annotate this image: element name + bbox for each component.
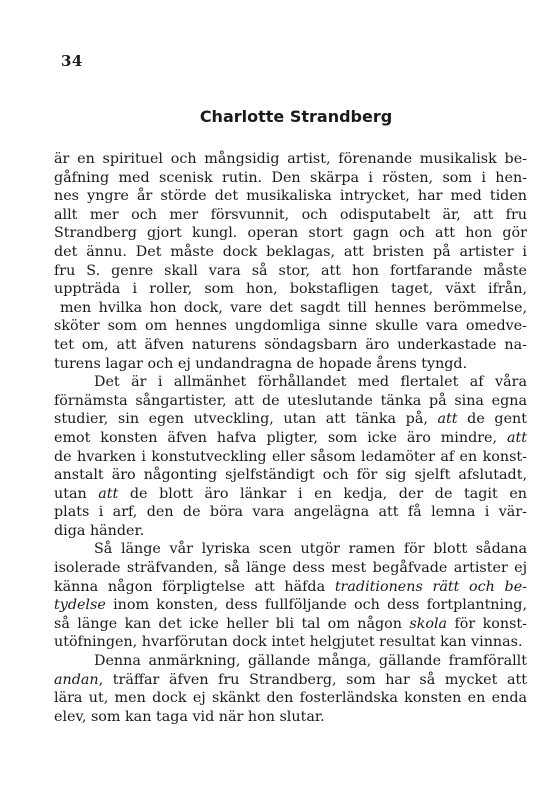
text-line: gåfning med scenisk rutin. Den skärpa i rösten, som i hen- (54, 169, 527, 186)
text-line: plats i arf, den de böra vara angelägna att få lemna i vär- (54, 504, 527, 521)
paragraph-3 (54, 540, 527, 652)
page-number: 34 (61, 52, 83, 70)
text-line: fru S. genre skall vara så stor, att hon fortfarande måste (54, 262, 527, 279)
text-line: diga händer. (54, 522, 145, 539)
text-line: turens lagar och ej undandragna de hopade årens tyngd. (54, 355, 468, 372)
section-heading-text: Charlotte Strandberg (199, 107, 393, 126)
italic-emphasis: skola (409, 615, 448, 632)
text-line: förnämsta sångartister, att de uteslutande tänka på sina egna (54, 392, 527, 409)
text-line: de hvarken i konstutveckling eller såsom ledamöter af en konst- (54, 448, 527, 465)
italic-emphasis: att (506, 429, 527, 446)
text-line: tydelse inom konsten, dess fullföljande och dess fortplantning, (54, 597, 527, 614)
text-line: uppträda i roller, som hon, bokstafligen taget, växt ifrån, (54, 281, 527, 298)
text-line: nes yngre år störde det musikaliska intrycket, har med tiden (54, 188, 527, 205)
body-text (54, 150, 527, 726)
italic-emphasis: andan (54, 671, 99, 688)
text-line: allt mer och mer försvunnit, och odisputabelt är, att fru (54, 206, 527, 223)
paragraph-2 (54, 373, 527, 540)
text-line: så länge kan det icke heller bli tal om någon skola för konst- (54, 615, 528, 632)
italic-emphasis: att (437, 411, 458, 428)
paragraph-1 (54, 150, 527, 373)
italic-emphasis: traditionens rätt och be- (334, 578, 527, 595)
italic-emphasis: tydelse (54, 597, 106, 614)
text-line: är en spirituel och mångsidig artist, förenande musikalisk be- (54, 151, 527, 167)
text-line: utöfningen, hvarförutan dock intet helgjutet resultat kan vinnas. (54, 634, 523, 651)
text-line: tet om, att äfven naturens söndagsbarn äro underkastade na- (54, 336, 527, 353)
text-line: Det är i allmänhet förhållandet med flertalet af våra (94, 374, 527, 391)
text-line: isolerade sträfvanden, så länge dess mest begåfvade artister ej (54, 560, 527, 577)
section-heading (0, 107, 560, 126)
paragraph-4 (54, 652, 527, 726)
text-line: emot konsten äfven hafva pligter, som icke äro mindre, att (54, 429, 527, 446)
text-line: utan att de blott äro länkar i en kedja, der de tagit en (54, 485, 528, 502)
text-line: Denna anmärkning, gällande många, gällande framförallt (94, 653, 527, 670)
text-line: studier, sin egen utveckling, utan att tänka på, att de gent (54, 411, 527, 428)
italic-emphasis: att (98, 485, 119, 502)
text-line: Så länge vår lyriska scen utgör ramen för blott sådana (94, 541, 527, 558)
text-line: känna någon förpligtelse att häfda traditionens rätt och be- (54, 578, 527, 595)
text-line: Strandberg gjort kungl. operan stort gagn och att hon gör (54, 225, 527, 242)
text-line: det ännu. Det måste dock beklagas, att bristen på artister i (54, 243, 527, 260)
text-line: men hvilka hon dock, vare det sagdt till hennes berömmelse, (60, 299, 527, 316)
text-line: sköter som om hennes ungdomliga sinne skulle vara omedve- (54, 318, 527, 335)
text-line: elev, som kan taga vid när hon slutar. (54, 708, 325, 725)
text-line: andan, träffar äfven fru Strandberg, som har så mycket att (54, 671, 527, 688)
text-line: lära ut, men dock ej skänkt den fosterländska konsten en enda (54, 690, 527, 707)
text-line: anstalt äro någonting sjelfständigt och för sig sjelft afslutadt, (54, 467, 527, 484)
